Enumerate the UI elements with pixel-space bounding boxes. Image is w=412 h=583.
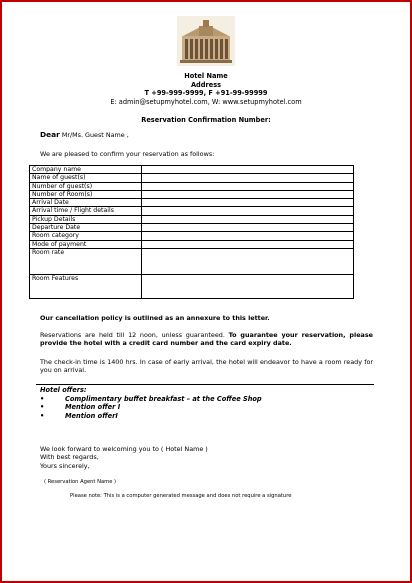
field-value[interactable] (142, 240, 354, 248)
field-value[interactable] (142, 190, 354, 198)
held-text: Reservations are held till 12 noon, unless guaranteed. (40, 331, 225, 339)
field-value[interactable] (142, 215, 354, 223)
field-label: Number of guest(s) (30, 182, 142, 190)
field-label: Pickup Details (30, 215, 142, 223)
field-label: Room category (30, 232, 142, 240)
field-label: Arrival time / Flight details (30, 207, 142, 215)
confirmation-number-label: Reservation Confirmation Number: (141, 116, 271, 124)
greeting (40, 131, 129, 139)
field-value[interactable] (142, 166, 354, 174)
field-label: Departure Date (30, 224, 142, 232)
table-row (30, 182, 354, 190)
field-label: Mode of payment (30, 240, 142, 248)
hotel-address: Address (190, 81, 222, 89)
offer-text: Complimentary buffet breakfast – at the Coffee Shop (65, 394, 262, 403)
closing-line: We look forward to welcoming you to ( Hotel Name ) (40, 445, 208, 453)
intro-text: We are pleased to confirm your reservation as follows: (40, 150, 215, 158)
field-value[interactable] (142, 207, 354, 215)
divider (36, 384, 374, 385)
table-row (30, 166, 354, 174)
field-value[interactable] (142, 224, 354, 232)
offer-text: Mention offerI (65, 411, 118, 420)
field-value[interactable] (142, 248, 354, 274)
phone-fax-line: T +99-999-9999, F +91-99-99999 (144, 89, 268, 97)
agent-name: ( Reservation Agent Name ) (44, 479, 117, 485)
table-row (30, 274, 354, 298)
cancellation-policy: Our cancellation policy is outlined as an annexure to this letter. (40, 314, 270, 322)
bullet-icon: • (40, 403, 45, 412)
bullet-icon: • (40, 411, 45, 420)
reservation-details-table (29, 165, 354, 299)
guest-name: Mr/Ms. Guest Name , (61, 131, 129, 139)
offers-title: Hotel offers: (40, 386, 87, 394)
offer-text: Mention offer I (65, 403, 121, 412)
signature-note: Please note: This is a computer generated message and does not require a signature (70, 493, 292, 499)
field-value[interactable] (142, 199, 354, 207)
table-row (30, 190, 354, 198)
offer-item (40, 412, 262, 421)
table-row (30, 240, 354, 248)
table-row (30, 199, 354, 207)
field-label: Room Features (30, 274, 142, 298)
table-row (30, 248, 354, 274)
offers-list (40, 395, 262, 421)
table-row (30, 224, 354, 232)
field-label: Company name (30, 166, 142, 174)
bullet-icon: • (40, 394, 45, 403)
field-value[interactable] (142, 274, 354, 298)
field-label: Room rate (30, 248, 142, 274)
field-label: Number of Room(s) (30, 190, 142, 198)
field-label: Arrival Date (30, 199, 142, 207)
hotel-offers (40, 386, 262, 420)
guarantee-text: To guarantee your reservation, please provide the hotel with a credit card number and the card expiry date. (40, 331, 373, 348)
table-row (30, 215, 354, 223)
field-value[interactable] (142, 182, 354, 190)
field-value[interactable] (142, 174, 354, 182)
guarantee-paragraph (40, 331, 373, 348)
table-row (30, 174, 354, 182)
greeting-dear: Dear (40, 130, 60, 139)
field-value[interactable] (142, 232, 354, 240)
table-row (30, 207, 354, 215)
email-web-line: E: admin@setupmyhotel.com, W: www.setupmyhotel.com (110, 98, 302, 106)
regards-line: With best regards, (40, 453, 99, 461)
checkin-paragraph: The check-in time is 1400 hrs. In case of early arrival, the hotel will endeavor to have a room ready for you on arrival. (40, 358, 373, 375)
offer-item (40, 395, 262, 404)
sincerely-line: Yours sincerely, (40, 462, 90, 470)
offer-item (40, 403, 262, 412)
field-label: Name of guest(s) (30, 174, 142, 182)
table-row (30, 232, 354, 240)
hotel-name: Hotel Name (184, 72, 228, 80)
hotel-building-logo (177, 16, 235, 66)
